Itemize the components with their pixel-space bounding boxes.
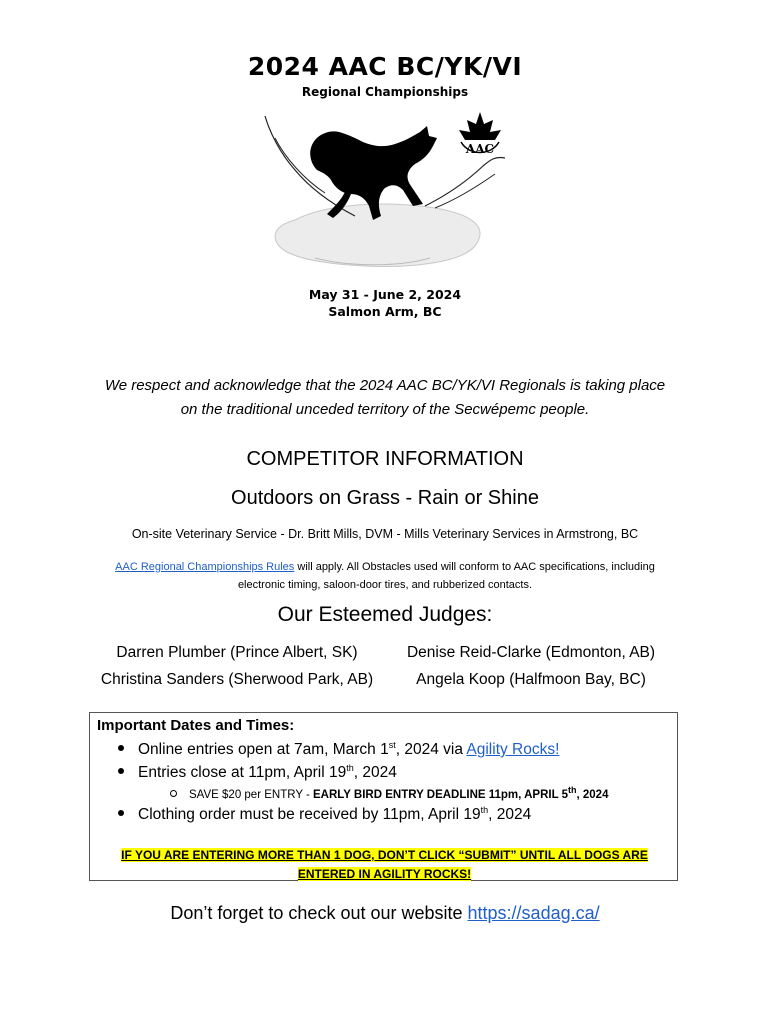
list-item: Clothing order must be received by 11pm, April 19th, 2024 bbox=[118, 805, 531, 824]
agility-rocks-link[interactable]: Agility Rocks! bbox=[466, 741, 560, 759]
rules-text-1: will apply. All Obstacles used will conform to AAC specifications, including bbox=[294, 561, 655, 573]
circle-bullet-icon bbox=[170, 790, 177, 797]
competitor-heading: COMPETITOR INFORMATION bbox=[246, 448, 524, 470]
event-location: Salmon Arm, BC bbox=[328, 304, 442, 319]
agility-dog-logo bbox=[255, 108, 520, 288]
bullet-icon bbox=[118, 768, 124, 774]
list-item: Online entries open at 7am, March 1st, 2024 via Agility Rocks! bbox=[118, 740, 559, 759]
ack-line-2: on the traditional unceded territory of the Secwépemc people. bbox=[180, 401, 590, 418]
rules-link[interactable]: AAC Regional Championships Rules bbox=[115, 561, 295, 573]
event-dates: May 31 - June 2, 2024 bbox=[308, 287, 462, 302]
aac-logo bbox=[459, 112, 501, 156]
vet-service: On-site Veterinary Service - Dr. Britt Mills, DVM - Mills Veterinary Services in Armstrong, BC bbox=[131, 527, 639, 541]
outdoors-heading: Outdoors on Grass - Rain or Shine bbox=[231, 487, 539, 509]
rules-notice bbox=[0, 558, 770, 594]
judge-name: Angela Koop (Halfmoon Bay, BC) bbox=[416, 671, 646, 688]
important-dates-box bbox=[89, 712, 678, 881]
bullet-icon bbox=[118, 745, 124, 751]
land-acknowledgement bbox=[0, 374, 770, 422]
rules-text-2: electronic timing, saloon-door tires, and rubberized contacts. bbox=[237, 579, 533, 591]
list-item: Entries close at 11pm, April 19th, 2024 bbox=[118, 763, 397, 782]
judge-name: Darren Plumber (Prince Albert, SK) bbox=[116, 644, 358, 661]
page-subtitle: Regional Championships bbox=[301, 85, 469, 99]
ack-line-1: We respect and acknowledge that the 2024 AAC BC/YK/VI Regionals is taking place bbox=[104, 377, 666, 394]
judges-heading: Our Esteemed Judges: bbox=[277, 603, 493, 626]
important-dates-title: Important Dates and Times: bbox=[97, 717, 295, 734]
page-title: 2024 AAC BC/YK/VI bbox=[247, 52, 523, 81]
website-link[interactable]: https://sadag.ca/ bbox=[467, 903, 600, 923]
multi-dog-warning: IF YOU ARE ENTERING MORE THAN 1 DOG, DON’T CLICK “SUBMIT” UNTIL ALL DOGS ARE ENTERED IN AGILITY ROCKS! bbox=[121, 848, 648, 881]
judge-name: Denise Reid-Clarke (Edmonton, AB) bbox=[406, 644, 656, 661]
bullet-icon bbox=[118, 810, 124, 816]
judge-name: Christina Sanders (Sherwood Park, AB) bbox=[100, 671, 374, 688]
sub-list-item: SAVE $20 per ENTRY - EARLY BIRD ENTRY DEADLINE 11pm, APRIL 5th, 2024 bbox=[170, 785, 608, 801]
website-footer: Don’t forget to check out our website https://sadag.ca/ bbox=[170, 903, 600, 923]
aac-logo-text: AAC bbox=[465, 142, 495, 156]
